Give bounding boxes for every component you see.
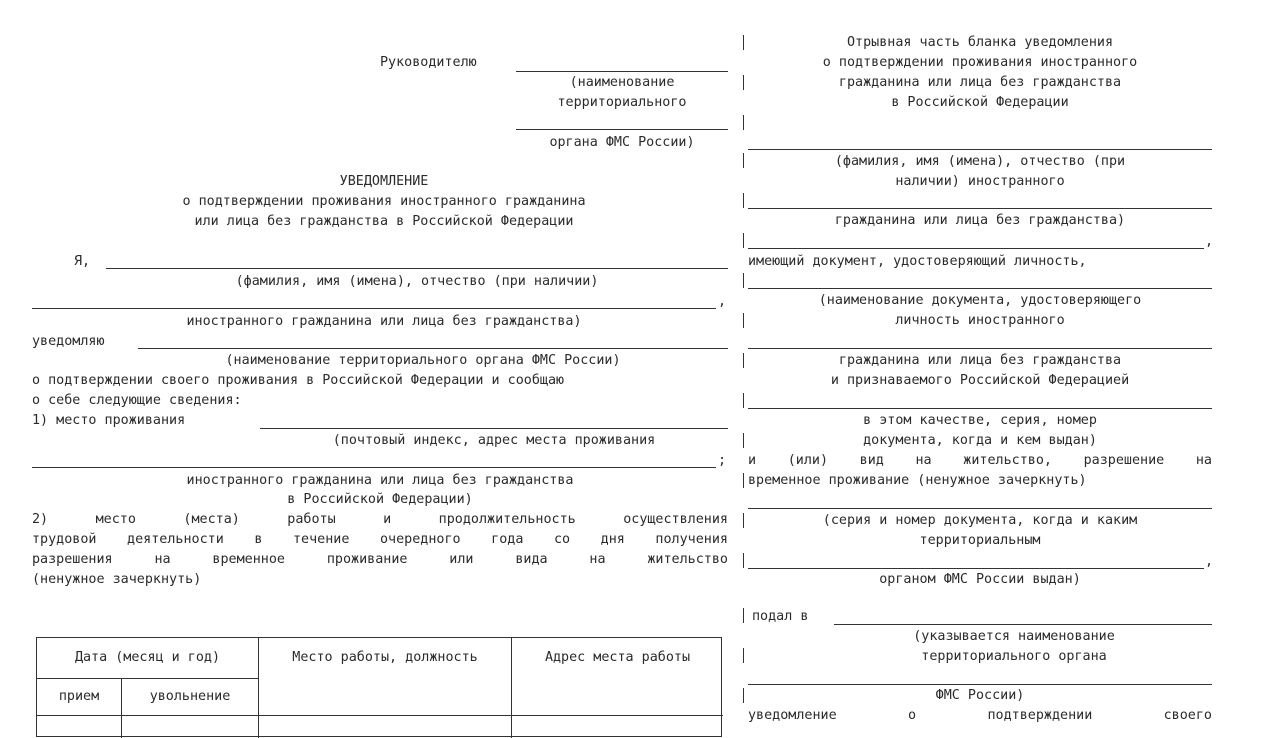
tear-off-name-caption: наличии) иностранного	[895, 174, 1065, 189]
doc-field[interactable]	[748, 288, 1212, 289]
residence-caption: иностранного гражданина или лица без гражданства	[186, 473, 574, 488]
paragraph-text: о себе следующие сведения:	[32, 393, 242, 408]
filed-caption: (указывается наименование	[913, 629, 1115, 644]
doc-caption: личность иностранного	[895, 313, 1065, 328]
permit-caption: (серия и номер документа, когда и каким	[822, 513, 1138, 528]
addressee-caption: территориального	[557, 95, 687, 110]
residence-field[interactable]	[260, 428, 728, 429]
doc-caption: документа, когда и кем выдан)	[863, 433, 1097, 448]
permit-caption: территориальным	[919, 533, 1041, 548]
addressee-field-2[interactable]	[516, 129, 728, 130]
doc-caption: и признаваемого Российской Федерацией	[830, 373, 1130, 388]
addressee-caption: органа ФМС России)	[549, 135, 695, 150]
tear-off-name-caption: (фамилия, имя (имена), отчество (при	[834, 154, 1126, 169]
table-header-address: Адрес места работы	[544, 650, 691, 665]
item2-text: (ненужное зачеркнуть)	[32, 572, 202, 587]
tear-off-header: в Российской Федерации	[891, 95, 1069, 110]
doc-field-2[interactable]	[748, 348, 1212, 349]
notification-text: уведомление о подтверждении своего	[748, 708, 1212, 723]
tear-off-header: гражданина или лица без гражданства	[838, 75, 1122, 90]
tear-off-name-field[interactable]	[748, 149, 1212, 150]
filed-field[interactable]	[834, 624, 1212, 625]
doc-caption: гражданина или лица без гражданства	[838, 353, 1122, 368]
doc-field-3[interactable]	[748, 408, 1212, 409]
permit-field[interactable]	[748, 508, 1212, 509]
filed-caption: ФМС России)	[935, 688, 1025, 703]
paragraph-text: о подтверждении своего проживания в Российской Федерации и сообщаю	[32, 373, 565, 388]
filed-field-2[interactable]	[748, 684, 1212, 685]
tear-off-name-field-2[interactable]	[748, 208, 1212, 209]
doc-caption: в этом качестве, серия, номер	[863, 413, 1097, 428]
permit-field-2[interactable]	[748, 568, 1204, 569]
residence-field-2[interactable]	[32, 467, 716, 468]
full-name-caption: (фамилия, имя (имена), отчество (при наличии)	[235, 274, 599, 289]
table-subheader-hire: прием	[58, 689, 100, 704]
notify-label: уведомляю	[32, 334, 105, 349]
tear-off-header: Отрывная часть бланка уведомления	[846, 35, 1114, 50]
doc-label: имеющий документ, удостоверяющий личность,	[748, 254, 1087, 269]
addressee-label: Руководителю	[380, 55, 477, 70]
document-subtitle: или лица без гражданства в Российской Федерации	[194, 214, 574, 229]
filed-caption: территориального органа	[921, 649, 1107, 664]
document-title: УВЕДОМЛЕНИЕ	[339, 174, 429, 189]
full-name-field[interactable]	[106, 268, 728, 269]
residence-caption: в Российской Федерации)	[287, 492, 473, 507]
permit-text: временное проживание (ненужное зачеркнуть)	[748, 473, 1087, 488]
comma: ,	[1205, 234, 1214, 249]
comma: ,	[1205, 554, 1214, 569]
semicolon: ;	[718, 453, 727, 468]
item2-text: 2) место (места) работы и продолжительность осуществления	[32, 512, 728, 527]
addressee-caption: (наименование	[569, 75, 675, 90]
permit-caption: органом ФМС России выдан)	[879, 572, 1081, 587]
table-header-work: Место работы, должность	[292, 650, 478, 665]
work-history-table	[36, 637, 722, 737]
person-caption: иностранного гражданина или лица без гражданства)	[186, 314, 582, 329]
filed-label: подал в	[752, 609, 809, 624]
residence-caption: (почтовый индекс, адрес места проживания	[332, 433, 656, 448]
tear-off-name-caption: гражданина или лица без гражданства)	[834, 213, 1126, 228]
item2-text: разрешения на временное проживание или вида на жительство	[32, 552, 728, 567]
organ-field[interactable]	[138, 348, 728, 349]
comma: ,	[718, 294, 727, 309]
addressee-field[interactable]	[516, 71, 728, 72]
organ-caption: (наименование территориального органа ФМС России)	[225, 353, 621, 368]
i-label: Я,	[74, 254, 91, 269]
full-name-field-2[interactable]	[32, 308, 716, 309]
tear-off-header: о подтверждении проживания иностранного	[822, 55, 1138, 70]
doc-caption: (наименование документа, удостоверяющего	[818, 293, 1142, 308]
tear-off-name-field-3[interactable]	[748, 248, 1204, 249]
permit-text: и (или) вид на жительство, разрешение на	[748, 453, 1212, 468]
item1-label: 1) место проживания	[32, 413, 186, 428]
item2-text: трудовой деятельности в течение очередного года со дня получения	[32, 532, 728, 547]
table-header-date: Дата (месяц и год)	[74, 650, 221, 665]
document-subtitle: о подтверждении проживания иностранного гражданина	[182, 194, 586, 209]
table-subheader-fire: увольнение	[149, 689, 231, 704]
